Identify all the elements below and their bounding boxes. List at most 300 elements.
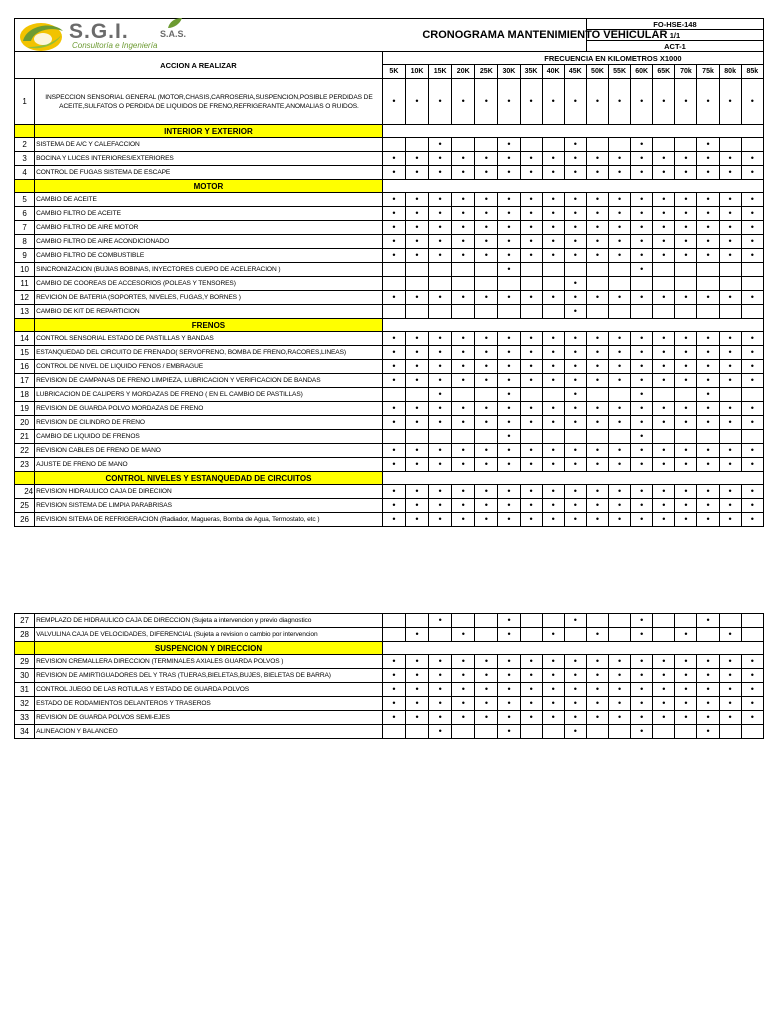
schedule-cell: • bbox=[498, 513, 520, 527]
schedule-cell: • bbox=[697, 444, 719, 458]
activity-row bbox=[15, 277, 764, 291]
company-logo bbox=[17, 19, 212, 53]
activity-row bbox=[15, 499, 764, 513]
schedule-cell: • bbox=[564, 221, 586, 235]
schedule-cell bbox=[586, 430, 608, 444]
schedule-cell: • bbox=[697, 711, 719, 725]
activity-description: REVISION SISTEMA DE LIMPIA PARABRISAS bbox=[35, 499, 383, 513]
schedule-cell: • bbox=[741, 711, 763, 725]
activity-number: 5 bbox=[15, 193, 35, 207]
schedule-cell bbox=[429, 305, 452, 319]
activity-description: REVICION DE BATERIA (SOPORTES, NIVELES, FUGAS,Y BORNES ) bbox=[35, 291, 383, 305]
schedule-cell: • bbox=[631, 655, 653, 669]
schedule-cell: • bbox=[429, 655, 452, 669]
schedule-cell: • bbox=[675, 513, 697, 527]
schedule-cell: • bbox=[653, 513, 675, 527]
activity-description: CAMBIO FILTRO DE COMBUSTIBLE bbox=[35, 249, 383, 263]
activity-description: SISTEMA DE A/C Y CALEFACCION bbox=[35, 138, 383, 152]
schedule-cell: • bbox=[475, 166, 498, 180]
logo-text-suffix: S.A.S. bbox=[160, 29, 187, 39]
activity-description: REVISION DE GUARDA POLVO MORDAZAS DE FRENO bbox=[35, 402, 383, 416]
schedule-cell: • bbox=[520, 332, 542, 346]
schedule-cell: • bbox=[564, 346, 586, 360]
schedule-cell: • bbox=[631, 430, 653, 444]
schedule-cell: • bbox=[498, 249, 520, 263]
schedule-cell: • bbox=[741, 152, 763, 166]
section-title: SUSPENCION Y DIRECCION bbox=[35, 642, 383, 655]
schedule-cell: • bbox=[542, 249, 564, 263]
activity-row bbox=[15, 628, 764, 642]
schedule-cell: • bbox=[586, 499, 608, 513]
schedule-cell: • bbox=[586, 655, 608, 669]
schedule-cell: • bbox=[675, 207, 697, 221]
activity-number: 7 bbox=[15, 221, 35, 235]
schedule-cell: • bbox=[475, 513, 498, 527]
schedule-cell: • bbox=[520, 291, 542, 305]
activity-number: 4 bbox=[15, 166, 35, 180]
schedule-cell: • bbox=[405, 416, 428, 430]
schedule-cell bbox=[609, 725, 631, 739]
schedule-cell: • bbox=[609, 655, 631, 669]
activity-description: CAMBIO FILTRO DE AIRE MOTOR bbox=[35, 221, 383, 235]
schedule-cell: • bbox=[520, 346, 542, 360]
schedule-cell: • bbox=[653, 485, 675, 499]
schedule-cell: • bbox=[542, 416, 564, 430]
schedule-cell: • bbox=[382, 402, 405, 416]
schedule-cell: • bbox=[675, 402, 697, 416]
schedule-cell: • bbox=[405, 346, 428, 360]
schedule-cell: • bbox=[564, 614, 586, 628]
activity-number: 14 bbox=[15, 332, 35, 346]
section-blank bbox=[382, 125, 763, 138]
schedule-cell: • bbox=[475, 360, 498, 374]
schedule-cell bbox=[382, 263, 405, 277]
schedule-cell bbox=[653, 277, 675, 291]
schedule-cell: • bbox=[498, 346, 520, 360]
schedule-cell: • bbox=[609, 416, 631, 430]
schedule-cell: • bbox=[675, 711, 697, 725]
schedule-cell: • bbox=[542, 166, 564, 180]
schedule-cell: • bbox=[564, 235, 586, 249]
schedule-cell bbox=[741, 277, 763, 291]
schedule-cell: • bbox=[719, 499, 741, 513]
schedule-cell: • bbox=[429, 152, 452, 166]
schedule-cell: • bbox=[697, 416, 719, 430]
activity-description: CONTROL DE FUGAS SISTEMA DE ESCAPE bbox=[35, 166, 383, 180]
schedule-cell: • bbox=[564, 193, 586, 207]
schedule-cell: • bbox=[719, 374, 741, 388]
schedule-cell bbox=[675, 430, 697, 444]
schedule-cell: • bbox=[382, 249, 405, 263]
schedule-cell: • bbox=[564, 79, 586, 125]
schedule-cell: • bbox=[675, 291, 697, 305]
schedule-cell: • bbox=[653, 697, 675, 711]
schedule-cell: • bbox=[719, 79, 741, 125]
schedule-cell: • bbox=[520, 221, 542, 235]
schedule-cell: • bbox=[452, 458, 475, 472]
activity-row bbox=[15, 711, 764, 725]
schedule-cell: • bbox=[382, 655, 405, 669]
schedule-cell: • bbox=[498, 711, 520, 725]
schedule-cell bbox=[719, 277, 741, 291]
schedule-cell: • bbox=[609, 166, 631, 180]
schedule-cell: • bbox=[542, 628, 564, 642]
schedule-cell: • bbox=[429, 513, 452, 527]
schedule-cell bbox=[741, 263, 763, 277]
schedule-cell: • bbox=[429, 485, 452, 499]
schedule-cell: • bbox=[653, 79, 675, 125]
activity-row bbox=[15, 166, 764, 180]
schedule-cell bbox=[520, 725, 542, 739]
schedule-cell: • bbox=[631, 235, 653, 249]
schedule-cell bbox=[542, 138, 564, 152]
schedule-cell: • bbox=[564, 655, 586, 669]
schedule-cell bbox=[498, 305, 520, 319]
schedule-cell: • bbox=[429, 388, 452, 402]
schedule-cell: • bbox=[719, 360, 741, 374]
schedule-cell: • bbox=[719, 683, 741, 697]
schedule-cell: • bbox=[719, 485, 741, 499]
schedule-cell: • bbox=[542, 697, 564, 711]
schedule-cell: • bbox=[542, 458, 564, 472]
activity-number: 28 bbox=[15, 628, 35, 642]
schedule-cell: • bbox=[475, 444, 498, 458]
schedule-cell bbox=[520, 430, 542, 444]
schedule-cell: • bbox=[719, 346, 741, 360]
schedule-cell: • bbox=[520, 152, 542, 166]
schedule-cell bbox=[586, 277, 608, 291]
schedule-cell: • bbox=[405, 332, 428, 346]
schedule-cell: • bbox=[382, 499, 405, 513]
schedule-cell: • bbox=[452, 683, 475, 697]
activity-number: 17 bbox=[15, 374, 35, 388]
schedule-cell: • bbox=[429, 332, 452, 346]
activity-description: REVISION CREMALLERA DIRECCION (TERMINALES AXIALES GUARDA POLVOS ) bbox=[35, 655, 383, 669]
schedule-cell: • bbox=[498, 152, 520, 166]
schedule-cell bbox=[675, 725, 697, 739]
activity-number: 22 bbox=[15, 444, 35, 458]
schedule-cell bbox=[609, 277, 631, 291]
schedule-cell: • bbox=[520, 697, 542, 711]
activity-number: 21 bbox=[15, 430, 35, 444]
schedule-cell: • bbox=[631, 485, 653, 499]
schedule-cell bbox=[542, 430, 564, 444]
schedule-cell: • bbox=[675, 193, 697, 207]
schedule-cell bbox=[520, 138, 542, 152]
activity-description: VALVULINA CAJA DE VELOCIDADES, DIFERENCIAL (Sujeta a revision o cambio por intervencion bbox=[35, 628, 383, 642]
schedule-cell: • bbox=[498, 614, 520, 628]
schedule-cell: • bbox=[542, 499, 564, 513]
schedule-cell: • bbox=[382, 669, 405, 683]
activity-description: REVISION HIDRAULICO CAJA DE DIRECIION bbox=[35, 485, 383, 499]
schedule-cell: • bbox=[719, 291, 741, 305]
schedule-cell: • bbox=[406, 683, 429, 697]
km-column-header: 75k bbox=[697, 65, 719, 79]
km-column-header: 15K bbox=[429, 65, 452, 79]
schedule-cell: • bbox=[675, 683, 697, 697]
schedule-cell: • bbox=[697, 207, 719, 221]
schedule-cell: • bbox=[564, 332, 586, 346]
schedule-cell: • bbox=[382, 683, 405, 697]
schedule-cell: • bbox=[609, 207, 631, 221]
schedule-cell: • bbox=[405, 249, 428, 263]
maintenance-table-1 bbox=[14, 18, 764, 527]
schedule-cell: • bbox=[586, 513, 608, 527]
schedule-cell bbox=[653, 614, 675, 628]
schedule-cell: • bbox=[719, 444, 741, 458]
schedule-cell: • bbox=[697, 249, 719, 263]
schedule-cell bbox=[697, 277, 719, 291]
schedule-cell bbox=[520, 628, 542, 642]
schedule-cell: • bbox=[475, 458, 498, 472]
schedule-cell bbox=[475, 628, 498, 642]
schedule-cell: • bbox=[542, 444, 564, 458]
schedule-cell: • bbox=[719, 221, 741, 235]
schedule-cell bbox=[653, 263, 675, 277]
schedule-cell: • bbox=[475, 374, 498, 388]
schedule-cell: • bbox=[520, 499, 542, 513]
schedule-cell bbox=[741, 305, 763, 319]
schedule-cell: • bbox=[631, 711, 653, 725]
schedule-cell: • bbox=[564, 374, 586, 388]
schedule-cell: • bbox=[564, 360, 586, 374]
activity-row bbox=[15, 332, 764, 346]
schedule-cell: • bbox=[564, 152, 586, 166]
schedule-cell: • bbox=[542, 291, 564, 305]
activity-number: 11 bbox=[15, 277, 35, 291]
km-column-header: 50K bbox=[586, 65, 608, 79]
activity-row bbox=[15, 346, 764, 360]
activity-description: REVISION SITEMA DE REFRIGERACION (Radiador, Magueras, Bomba de Agua, Termostato, etc ) bbox=[35, 513, 383, 527]
schedule-cell: • bbox=[542, 711, 564, 725]
schedule-cell: • bbox=[675, 332, 697, 346]
activity-description: AJUSTE DE FRENO DE MANO bbox=[35, 458, 383, 472]
schedule-cell bbox=[452, 263, 475, 277]
activity-row bbox=[15, 669, 764, 683]
schedule-cell: • bbox=[498, 628, 520, 642]
schedule-cell bbox=[631, 305, 653, 319]
schedule-cell bbox=[475, 263, 498, 277]
schedule-cell: • bbox=[475, 683, 498, 697]
schedule-cell: • bbox=[429, 138, 452, 152]
schedule-cell: • bbox=[498, 79, 520, 125]
schedule-cell bbox=[382, 277, 405, 291]
schedule-cell: • bbox=[405, 402, 428, 416]
logo-swirl-icon bbox=[17, 19, 69, 53]
schedule-cell: • bbox=[564, 305, 586, 319]
activity-number: 8 bbox=[15, 235, 35, 249]
activity-row bbox=[15, 221, 764, 235]
schedule-cell: • bbox=[609, 697, 631, 711]
schedule-cell: • bbox=[631, 346, 653, 360]
activity-row bbox=[15, 402, 764, 416]
schedule-cell: • bbox=[452, 669, 475, 683]
schedule-cell: • bbox=[564, 499, 586, 513]
activity-number: 2 bbox=[15, 138, 35, 152]
schedule-cell: • bbox=[653, 444, 675, 458]
schedule-cell: • bbox=[429, 193, 452, 207]
schedule-cell: • bbox=[475, 332, 498, 346]
schedule-cell: • bbox=[429, 249, 452, 263]
schedule-cell: • bbox=[498, 193, 520, 207]
schedule-cell bbox=[382, 138, 405, 152]
schedule-cell: • bbox=[719, 697, 741, 711]
section-spacer bbox=[15, 472, 35, 485]
schedule-cell bbox=[382, 614, 405, 628]
schedule-cell: • bbox=[452, 416, 475, 430]
schedule-cell bbox=[675, 305, 697, 319]
schedule-cell: • bbox=[452, 221, 475, 235]
schedule-cell: • bbox=[697, 669, 719, 683]
activity-number: 20 bbox=[15, 416, 35, 430]
schedule-cell bbox=[475, 388, 498, 402]
activity-row bbox=[15, 235, 764, 249]
schedule-cell: • bbox=[520, 683, 542, 697]
section-spacer bbox=[15, 319, 35, 332]
schedule-cell: • bbox=[564, 388, 586, 402]
schedule-cell: • bbox=[406, 669, 429, 683]
schedule-cell: • bbox=[631, 249, 653, 263]
schedule-cell bbox=[542, 614, 564, 628]
schedule-cell: • bbox=[520, 402, 542, 416]
schedule-cell: • bbox=[675, 485, 697, 499]
km-column-header: 85k bbox=[741, 65, 763, 79]
schedule-cell: • bbox=[429, 402, 452, 416]
schedule-cell bbox=[653, 628, 675, 642]
schedule-cell: • bbox=[586, 669, 608, 683]
schedule-cell: • bbox=[542, 79, 564, 125]
schedule-cell: • bbox=[405, 79, 428, 125]
schedule-cell: • bbox=[520, 416, 542, 430]
schedule-cell: • bbox=[475, 402, 498, 416]
activity-number: 34 bbox=[15, 725, 35, 739]
schedule-cell: • bbox=[564, 513, 586, 527]
activity-row bbox=[15, 138, 764, 152]
activity-description: SINCRONIZACION (BUJIAS BOBINAS, INYECTORES CUEPO DE ACELERACION ) bbox=[35, 263, 383, 277]
schedule-cell: • bbox=[429, 725, 452, 739]
schedule-cell: • bbox=[498, 388, 520, 402]
activity-row bbox=[15, 725, 764, 739]
schedule-cell: • bbox=[520, 444, 542, 458]
logo-area bbox=[15, 19, 383, 52]
activity-description: BOCINA Y LUCES INTERIORES/EXTERIORES bbox=[35, 152, 383, 166]
schedule-cell: • bbox=[586, 697, 608, 711]
schedule-cell: • bbox=[542, 221, 564, 235]
schedule-cell: • bbox=[631, 683, 653, 697]
schedule-cell: • bbox=[405, 444, 428, 458]
schedule-cell: • bbox=[475, 79, 498, 125]
schedule-cell bbox=[586, 725, 608, 739]
activity-number: 3 bbox=[15, 152, 35, 166]
schedule-cell bbox=[719, 263, 741, 277]
schedule-cell: • bbox=[498, 444, 520, 458]
schedule-cell: • bbox=[741, 291, 763, 305]
document-title: CRONOGRAMA MANTENIMIENTO VEHICULAR bbox=[382, 19, 586, 52]
schedule-cell: • bbox=[741, 193, 763, 207]
schedule-cell: • bbox=[586, 249, 608, 263]
schedule-cell bbox=[675, 263, 697, 277]
document-version: ACT-1 bbox=[586, 41, 763, 52]
activity-number: 12 bbox=[15, 291, 35, 305]
activity-description: INSPECCION SENSORIAL GENERAL (MOTOR,CHASIS,CARROSERIA,SUSPENCION,POSIBLE PERDIDAS DE ACEITE,SULFATOS O PERDIDA DE LIQUIDOS DE FRENO,REFRIGERANTE,ANOMALIAS O RUIDOS. bbox=[35, 79, 383, 125]
schedule-cell bbox=[452, 138, 475, 152]
schedule-cell bbox=[542, 277, 564, 291]
schedule-cell: • bbox=[564, 207, 586, 221]
schedule-cell: • bbox=[382, 235, 405, 249]
schedule-cell: • bbox=[452, 235, 475, 249]
schedule-cell: • bbox=[741, 249, 763, 263]
maintenance-table-2 bbox=[14, 613, 764, 739]
activity-row bbox=[15, 444, 764, 458]
schedule-cell: • bbox=[741, 444, 763, 458]
schedule-cell: • bbox=[498, 360, 520, 374]
schedule-cell: • bbox=[631, 614, 653, 628]
schedule-cell: • bbox=[586, 346, 608, 360]
activity-description: REVISION DE GUARDA POLVOS SEMI-EJES bbox=[35, 711, 383, 725]
schedule-cell bbox=[452, 388, 475, 402]
schedule-cell bbox=[719, 138, 741, 152]
schedule-cell: • bbox=[741, 683, 763, 697]
schedule-cell: • bbox=[382, 485, 405, 499]
schedule-cell: • bbox=[475, 669, 498, 683]
schedule-cell: • bbox=[520, 485, 542, 499]
schedule-cell: • bbox=[405, 374, 428, 388]
schedule-cell: • bbox=[406, 655, 429, 669]
schedule-cell: • bbox=[697, 614, 719, 628]
schedule-cell: • bbox=[631, 513, 653, 527]
activity-number: 29 bbox=[15, 655, 35, 669]
schedule-cell: • bbox=[586, 402, 608, 416]
schedule-cell: • bbox=[498, 291, 520, 305]
schedule-cell bbox=[653, 305, 675, 319]
schedule-cell: • bbox=[741, 402, 763, 416]
schedule-cell: • bbox=[675, 221, 697, 235]
activity-row bbox=[15, 207, 764, 221]
schedule-cell: • bbox=[631, 458, 653, 472]
schedule-cell: • bbox=[631, 193, 653, 207]
schedule-cell bbox=[564, 430, 586, 444]
schedule-cell: • bbox=[406, 628, 429, 642]
schedule-cell: • bbox=[675, 374, 697, 388]
schedule-cell bbox=[609, 628, 631, 642]
schedule-cell: • bbox=[631, 207, 653, 221]
schedule-cell: • bbox=[498, 332, 520, 346]
schedule-cell: • bbox=[429, 614, 452, 628]
schedule-cell: • bbox=[609, 152, 631, 166]
schedule-cell: • bbox=[631, 499, 653, 513]
schedule-cell: • bbox=[542, 513, 564, 527]
section-spacer bbox=[15, 125, 35, 138]
schedule-cell: • bbox=[586, 628, 608, 642]
schedule-cell: • bbox=[520, 79, 542, 125]
schedule-cell bbox=[475, 614, 498, 628]
activity-number: 25 bbox=[15, 499, 35, 513]
schedule-cell bbox=[741, 430, 763, 444]
schedule-cell: • bbox=[609, 332, 631, 346]
schedule-cell: • bbox=[631, 263, 653, 277]
activity-row bbox=[15, 193, 764, 207]
schedule-cell: • bbox=[609, 485, 631, 499]
activity-number: 1 bbox=[15, 79, 35, 125]
activity-description: REVISION DE CAMPANAS DE FRENO LIMPIEZA, LUBRICACION Y VERIFICACION DE BANDAS bbox=[35, 374, 383, 388]
schedule-cell: • bbox=[382, 697, 405, 711]
schedule-cell bbox=[564, 263, 586, 277]
schedule-cell: • bbox=[697, 388, 719, 402]
schedule-cell: • bbox=[741, 697, 763, 711]
schedule-cell: • bbox=[741, 655, 763, 669]
activity-description: ESTADO DE RODAMIENTOS DELANTEROS Y TRASEROS bbox=[35, 697, 383, 711]
schedule-cell: • bbox=[564, 711, 586, 725]
